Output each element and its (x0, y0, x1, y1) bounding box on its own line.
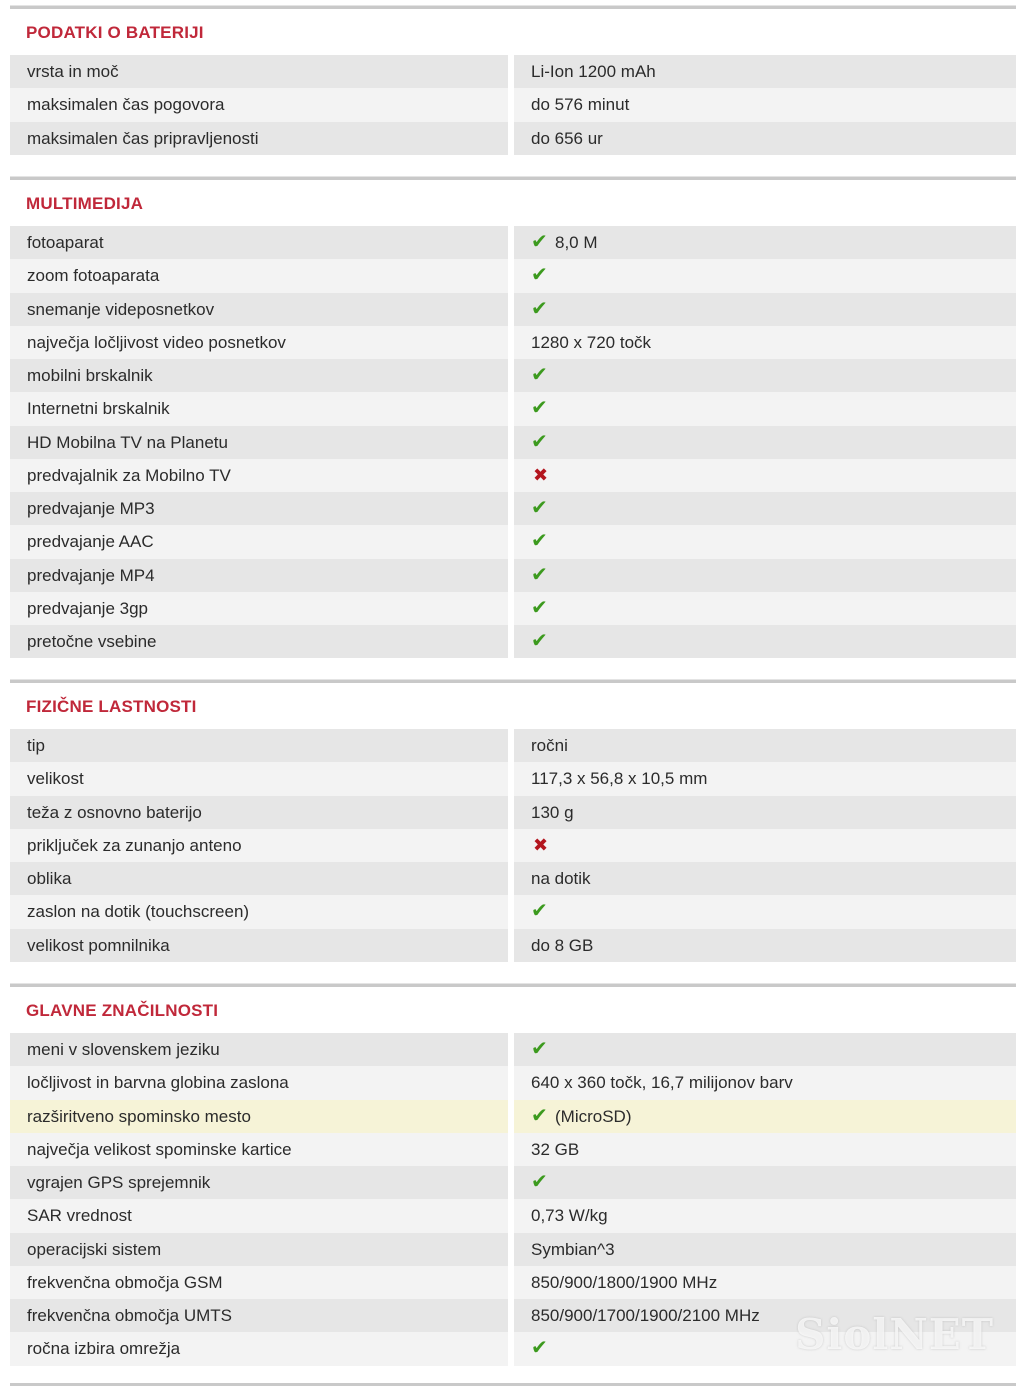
cross-icon: ✖ (533, 834, 549, 855)
spec-value (514, 1166, 1016, 1199)
checkmark-icon: ✔ (531, 630, 548, 653)
spec-row (10, 492, 1016, 525)
spec-value-text: Symbian^3 (531, 1239, 615, 1259)
spec-label: fotoaparat (10, 226, 508, 259)
spec-rows (10, 729, 1016, 962)
spec-value (514, 1133, 1016, 1166)
spec-value (514, 55, 1016, 88)
spec-label: velikost (10, 762, 508, 795)
checkmark-icon: ✔ (531, 1337, 548, 1360)
bottom-divider (10, 1383, 1016, 1386)
spec-label: največja ločljivost video posnetkov (10, 326, 508, 359)
spec-value (514, 293, 1016, 326)
spec-value (514, 625, 1016, 658)
spec-value-text: 130 g (531, 802, 574, 822)
spec-section (10, 679, 1016, 962)
spec-row (10, 796, 1016, 829)
spec-label: največja velikost spominske kartice (10, 1133, 508, 1166)
spec-value (514, 1266, 1016, 1299)
spec-row (10, 1100, 1016, 1133)
spec-row (10, 426, 1016, 459)
cross-icon: ✖ (533, 464, 549, 485)
spec-label: predvajanje 3gp (10, 592, 508, 625)
spec-label: SAR vrednost (10, 1199, 508, 1232)
spec-row (10, 122, 1016, 155)
checkmark-icon: ✔ (531, 231, 548, 254)
spec-label: ločljivost in barvna globina zaslona (10, 1066, 508, 1099)
checkmark-icon: ✔ (531, 497, 548, 520)
spec-label: predvajanje MP3 (10, 492, 508, 525)
checkmark-icon: ✔ (531, 900, 548, 923)
spec-row (10, 1066, 1016, 1099)
spec-rows (10, 226, 1016, 658)
spec-label: predvajanje MP4 (10, 559, 508, 592)
spec-value-text: (MicroSD) (555, 1106, 632, 1126)
spec-row (10, 1233, 1016, 1266)
checkmark-icon: ✔ (531, 563, 548, 586)
spec-row (10, 829, 1016, 862)
spec-value-text: Li-Ion 1200 mAh (531, 62, 656, 82)
siolnet-watermark: SiolNET (795, 1310, 994, 1359)
spec-row (10, 1266, 1016, 1299)
spec-row (10, 359, 1016, 392)
spec-value (514, 929, 1016, 962)
spec-value-text: 8,0 M (555, 233, 598, 253)
spec-value (514, 592, 1016, 625)
spec-row (10, 862, 1016, 895)
spec-row (10, 929, 1016, 962)
checkmark-icon: ✔ (531, 264, 548, 287)
spec-row (10, 1166, 1016, 1199)
spec-value-text: 32 GB (531, 1139, 580, 1159)
spec-label: pretočne vsebine (10, 625, 508, 658)
spec-value-text: 850/900/1800/1900 MHz (531, 1272, 718, 1292)
section-title: GLAVNE ZNAČILNOSTI (26, 1001, 219, 1020)
checkmark-icon: ✔ (531, 530, 548, 553)
spec-value-text: na dotik (531, 869, 591, 889)
spec-label: predvajanje AAC (10, 525, 508, 558)
spec-value (514, 895, 1016, 928)
spec-row (10, 729, 1016, 762)
section-title: MULTIMEDIJA (26, 194, 144, 213)
spec-value (514, 729, 1016, 762)
spec-value-text: 1280 x 720 točk (531, 332, 652, 352)
spec-value (514, 122, 1016, 155)
spec-section (10, 176, 1016, 658)
spec-label: frekvenčna območja GSM (10, 1266, 508, 1299)
spec-label: tip (10, 729, 508, 762)
spec-label: mobilni brskalnik (10, 359, 508, 392)
checkmark-icon: ✔ (531, 364, 548, 387)
spec-value (514, 226, 1016, 259)
spec-value-text: do 8 GB (531, 935, 594, 955)
checkmark-icon: ✔ (531, 397, 548, 420)
spec-label: razširitveno spominsko mesto (10, 1100, 508, 1133)
checkmark-icon: ✔ (531, 297, 548, 320)
spec-value-text: do 576 minut (531, 95, 630, 115)
spec-row (10, 392, 1016, 425)
spec-label: teža z osnovno baterijo (10, 796, 508, 829)
spec-label: vrsta in moč (10, 55, 508, 88)
spec-label: meni v slovenskem jeziku (10, 1033, 508, 1066)
spec-value-text: 850/900/1700/1900/2100 MHz (531, 1306, 760, 1326)
checkmark-icon: ✔ (531, 1038, 548, 1061)
spec-row (10, 625, 1016, 658)
spec-value (514, 492, 1016, 525)
spec-label: maksimalen čas pripravljenosti (10, 122, 508, 155)
spec-label: zaslon na dotik (touchscreen) (10, 895, 508, 928)
spec-label: snemanje videposnetkov (10, 293, 508, 326)
spec-row (10, 226, 1016, 259)
spec-value (514, 359, 1016, 392)
spec-section (10, 983, 1016, 1366)
spec-row (10, 55, 1016, 88)
spec-row (10, 1033, 1016, 1066)
spec-row (10, 326, 1016, 359)
spec-row (10, 459, 1016, 492)
spec-row (10, 762, 1016, 795)
spec-row (10, 293, 1016, 326)
spec-label: zoom fotoaparata (10, 259, 508, 292)
spec-label: HD Mobilna TV na Planetu (10, 426, 508, 459)
spec-value-text: 117,3 x 56,8 x 10,5 mm (531, 769, 708, 789)
spec-value (514, 1233, 1016, 1266)
spec-value-text: 0,73 W/kg (531, 1206, 608, 1226)
spec-label: frekvenčna območja UMTS (10, 1299, 508, 1332)
checkmark-icon: ✔ (531, 1104, 548, 1127)
spec-row (10, 259, 1016, 292)
spec-label: velikost pomnilnika (10, 929, 508, 962)
spec-label: operacijski sistem (10, 1233, 508, 1266)
spec-value (514, 459, 1016, 492)
spec-value (514, 762, 1016, 795)
checkmark-icon: ✔ (531, 1171, 548, 1194)
spec-value (514, 1033, 1016, 1066)
spec-value (514, 426, 1016, 459)
spec-value (514, 525, 1016, 558)
spec-value (514, 392, 1016, 425)
spec-label: priključek za zunanjo anteno (10, 829, 508, 862)
spec-value (514, 559, 1016, 592)
spec-value (514, 862, 1016, 895)
section-title: PODATKI O BATERIJI (26, 23, 204, 42)
spec-row (10, 559, 1016, 592)
spec-value (514, 1199, 1016, 1232)
checkmark-icon: ✔ (531, 430, 548, 453)
spec-value-text: 640 x 360 točk, 16,7 milijonov barv (531, 1073, 793, 1093)
spec-value (514, 796, 1016, 829)
checkmark-icon: ✔ (531, 596, 548, 619)
spec-value (514, 326, 1016, 359)
spec-label: Internetni brskalnik (10, 392, 508, 425)
spec-section (10, 5, 1016, 155)
spec-label: vgrajen GPS sprejemnik (10, 1166, 508, 1199)
spec-value (514, 1100, 1016, 1133)
spec-row (10, 1199, 1016, 1232)
spec-value (514, 829, 1016, 862)
section-title: FIZIČNE LASTNOSTI (26, 697, 197, 716)
spec-label: maksimalen čas pogovora (10, 88, 508, 121)
spec-value-text: do 656 ur (531, 128, 603, 148)
spec-value (514, 88, 1016, 121)
spec-row (10, 525, 1016, 558)
spec-rows (10, 55, 1016, 155)
spec-label: predvajalnik za Mobilno TV (10, 459, 508, 492)
spec-value (514, 1066, 1016, 1099)
spec-row (10, 88, 1016, 121)
spec-row (10, 1133, 1016, 1166)
spec-row (10, 895, 1016, 928)
spec-label: ročna izbira omrežja (10, 1332, 508, 1365)
spec-label: oblika (10, 862, 508, 895)
spec-value-text: ročni (531, 736, 568, 756)
spec-value (514, 259, 1016, 292)
spec-row (10, 592, 1016, 625)
